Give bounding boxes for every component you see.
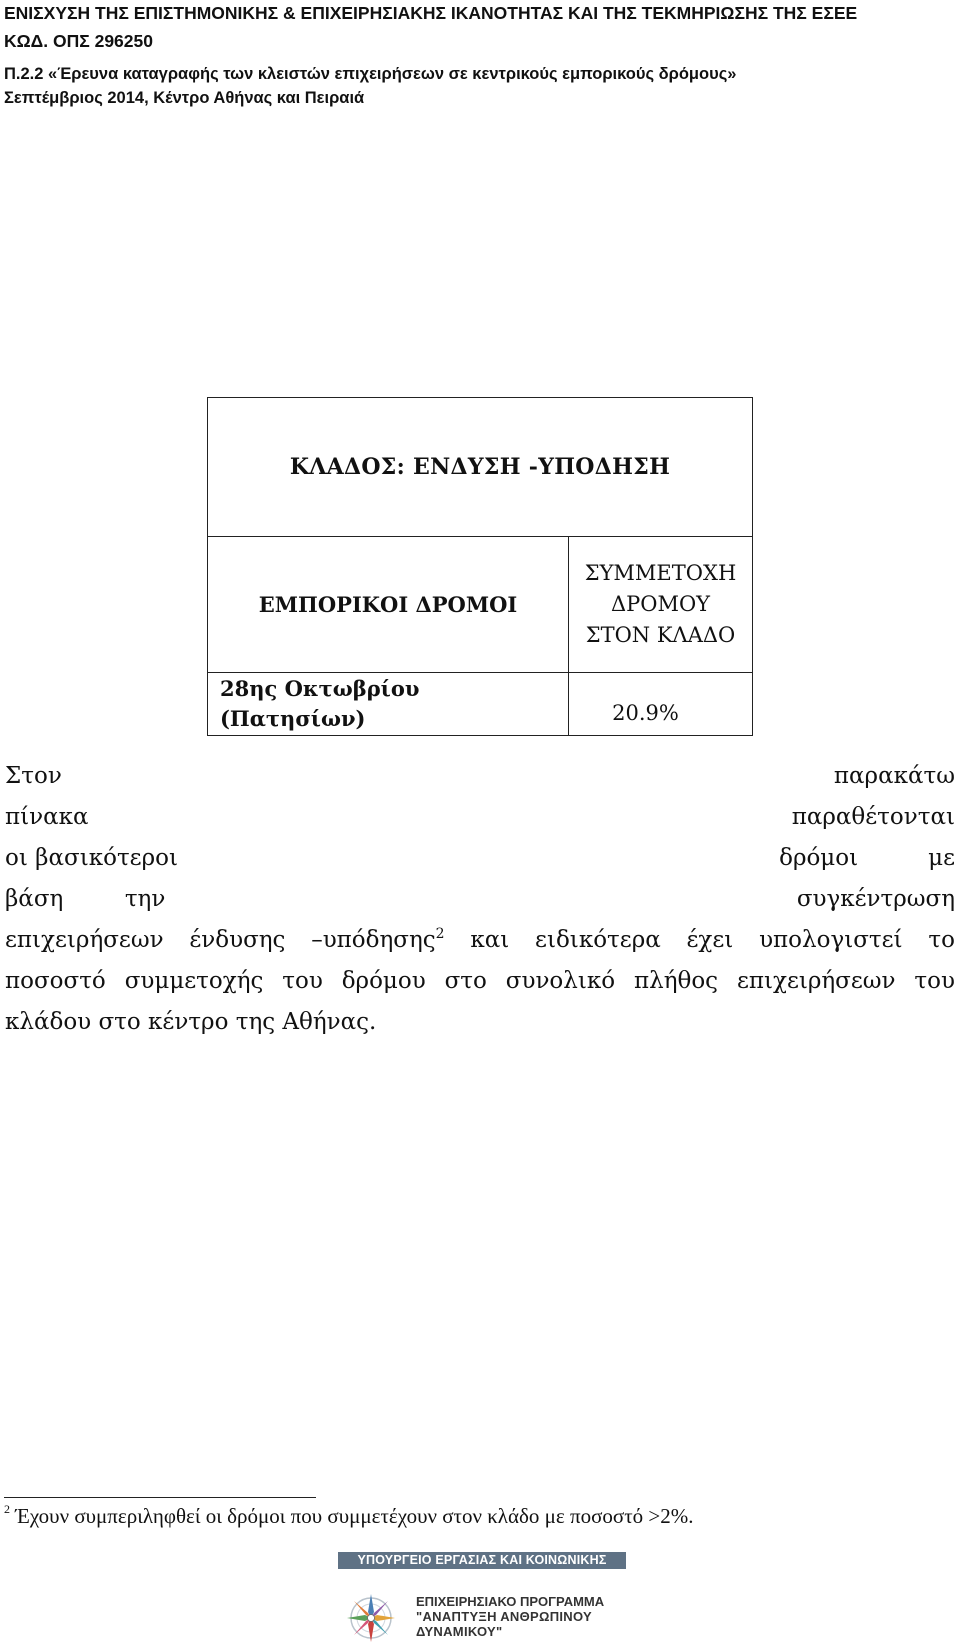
body-paragraph: [5, 756, 955, 1043]
footnote: [4, 1503, 944, 1529]
table-header-row: [208, 537, 753, 673]
paragraph-word: συγκέντρωση: [796, 886, 955, 912]
paragraph-word: βάση: [5, 886, 64, 912]
paragraph-word: στο: [444, 968, 487, 994]
column-header-share: [569, 537, 753, 673]
sector-table: [207, 397, 753, 736]
paragraph-word: έχει: [686, 927, 734, 953]
column-header-share-line: ΣΥΜΜΕΤΟΧΗ: [584, 561, 737, 585]
programme-name-line: ΕΠΙΧΕΙΡΗΣΙΑΚΟ ΠΡΟΓΡΑΜΜΑ: [416, 1594, 605, 1609]
paragraph-word: Στον: [5, 763, 62, 789]
header-project-title: ΕΝΙΣΧΥΣΗ ΤΗΣ ΕΠΙΣΤΗΜΟΝΙΚΗΣ & ΕΠΙΧΕΙΡΗΣΙΑΚΗΣ ΙΚΑΝΟΤΗΤΑΣ ΚΑΙ ΤΗΣ ΤΕΚΜΗΡΙΩΣΗΣ ΤΗΣ ΕΣΕΕ: [4, 3, 858, 23]
paragraph-line: [5, 879, 955, 920]
paragraph-word: οι βασικότεροι: [5, 845, 178, 871]
paragraph-word: συνολικό: [505, 968, 616, 994]
paragraph-word: επιχειρήσεων: [736, 968, 896, 994]
programme-name-line: "ΑΝΑΠΤΥΞΗ ΑΝΘΡΩΠΙΝΟΥ ΔΥΝΑΜΙΚΟΥ": [416, 1609, 593, 1639]
header-date-location: Σεπτέμβριος 2014, Κέντρο Αθήνας και Πειραιά: [4, 89, 365, 107]
paragraph-word: ειδικότερα: [535, 927, 661, 953]
paragraph-word: ποσοστό: [5, 968, 106, 994]
header-deliverable-title: Π.2.2 «Έρευνα καταγραφής των κλειστών επιχειρήσεων σε κεντρικούς εμπορικούς δρόμους»: [4, 65, 737, 83]
document-header: [4, 0, 954, 110]
footnote-reference[interactable]: 2: [435, 926, 445, 942]
ministry-logo-band: ΥΠΟΥΡΓΕΙΟ ΕΡΓΑΣΙΑΣ ΚΑΙ ΚΟΙΝΩΝΙΚΗΣ ΑΣΦΑΛΙΣΗΣ: [338, 1552, 626, 1569]
table-title-row: [208, 398, 753, 537]
paragraph-word: και: [470, 927, 510, 953]
street-name-line: 28ης Οκτωβρίου: [220, 676, 420, 701]
paragraph-word: δρόμου: [341, 968, 426, 994]
header-project-code: ΚΩΔ. ΟΠΣ 296250: [4, 31, 153, 51]
paragraph-word: πίνακα: [5, 804, 89, 830]
paragraph-line: [5, 756, 955, 797]
paragraph-last-line: κλάδου στο κέντρο της Αθήνας.: [5, 1009, 377, 1035]
paragraph-word: συμμετοχής: [124, 968, 264, 994]
paragraph-word: ένδυσης: [189, 927, 286, 953]
street-name-line: (Πατησίων): [220, 706, 366, 731]
footnote-text: Έχουν συμπεριληφθεί οι δρόμοι που συμμετέχουν στον κλάδο με ποσοστό >2%.: [15, 1504, 694, 1528]
paragraph-line: [5, 838, 955, 879]
paragraph-word: του: [282, 968, 323, 994]
paragraph-line: [5, 797, 955, 838]
paragraph-word: παραθέτονται: [791, 804, 955, 830]
paragraph-word: την: [124, 886, 166, 912]
share-value-cell: 20.9%: [569, 673, 753, 736]
programme-logo-icon: [344, 1588, 414, 1642]
column-header-share-line: ΣΤΟΝ ΚΛΑΔΟ: [585, 623, 736, 647]
paragraph-word: πλήθος: [634, 968, 719, 994]
street-name-cell: [208, 673, 569, 736]
paragraph-word: δρόμοι: [779, 845, 859, 871]
paragraph-word: υπολογιστεί: [759, 927, 903, 953]
paragraph-word: επιχειρήσεων: [5, 927, 164, 953]
column-header-share-line: ΔΡΟΜΟΥ: [610, 592, 711, 616]
paragraph-line: [5, 920, 955, 961]
table-title: ΚΛΑΔΟΣ: ΕΝΔΥΣΗ -ΥΠΟΔΗΣΗ: [208, 398, 753, 537]
paragraph-line: [5, 961, 955, 1002]
column-header-streets: ΕΜΠΟΡΙΚΟΙ ΔΡΟΜΟΙ: [208, 537, 569, 673]
footnote-separator: [4, 1497, 316, 1498]
table-row: [208, 673, 753, 736]
programme-name: [416, 1594, 646, 1639]
footnote-number: 2: [4, 1502, 10, 1516]
paragraph-word: του: [914, 968, 955, 994]
paragraph-word: –υπόδησης: [311, 927, 436, 953]
paragraph-word: με: [928, 845, 955, 871]
paragraph-word-with-footnote: [311, 920, 444, 961]
paragraph-word: παρακάτω: [833, 763, 955, 789]
paragraph-word: το: [928, 927, 955, 953]
